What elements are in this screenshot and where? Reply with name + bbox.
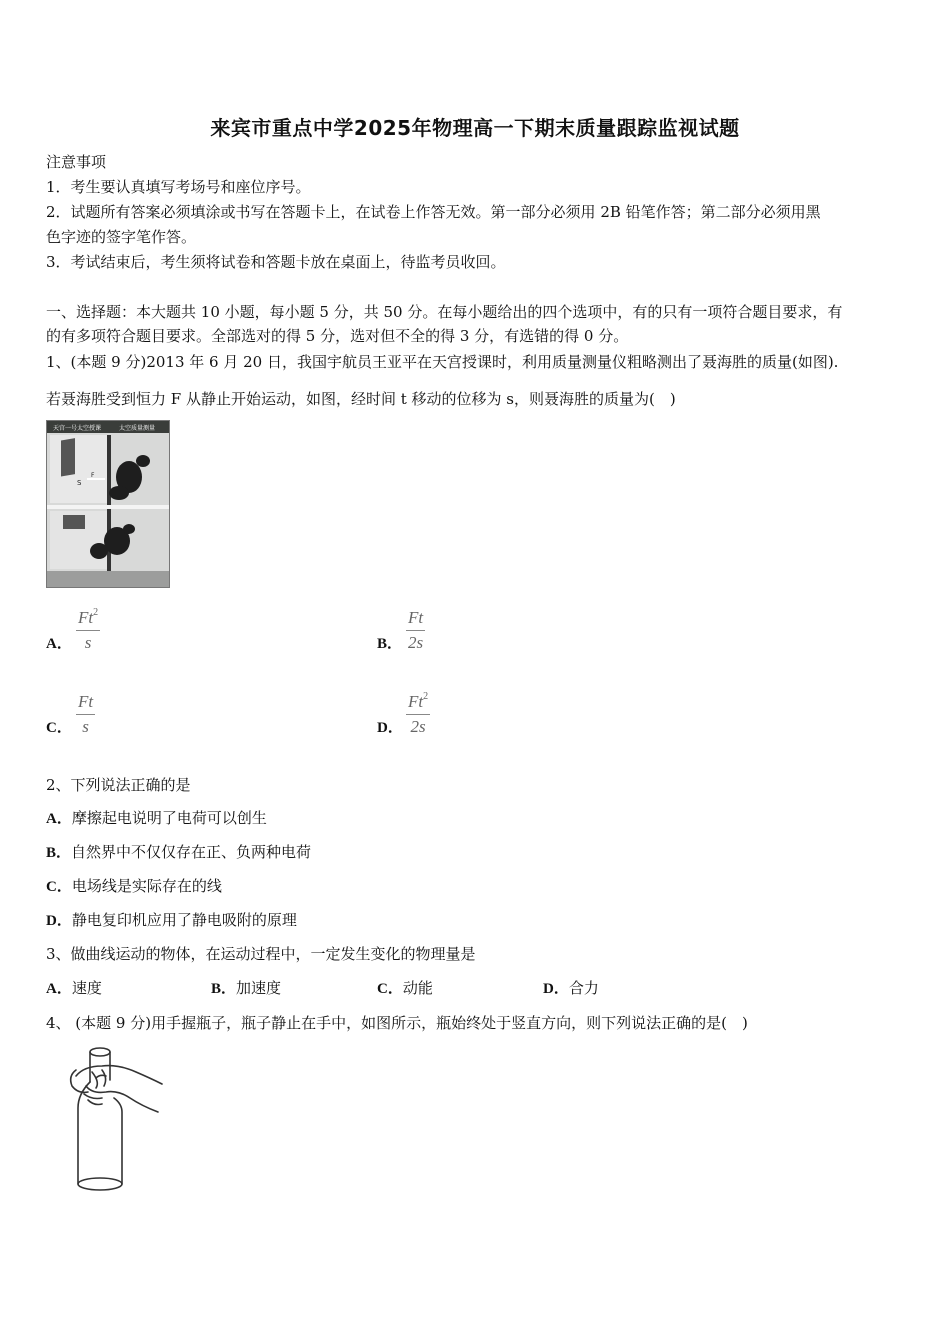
- notice-item: 色字迹的签字笔作答。: [46, 228, 197, 246]
- photo-label-f: F: [91, 472, 95, 479]
- option-c-label: C．: [46, 720, 72, 736]
- section-instructions: 一、选择题：本大题共 10 小题，每小题 5 分，共 50 分。在每小题给出的四个选项中，有的只有一项符合题目要求，有: [46, 303, 843, 321]
- question-1-stem: 若聂海胜受到恒力 F 从静止开始运动，如图，经时间 t 移动的位移为 s，则聂海胜的质量为( ): [46, 390, 676, 408]
- question-3-stem: 3、做曲线运动的物体，在运动过程中，一定发生变化的物理量是: [46, 945, 476, 963]
- space-mass-measurement-photo: [46, 420, 170, 588]
- option-b-formula: $\frac{Ft}{2s}$: [407, 608, 424, 652]
- photo-illustration: [47, 421, 169, 587]
- photo-caption-left: 天宫一号太空授课: [53, 425, 102, 432]
- question-2-stem: 2、下列说法正确的是: [46, 776, 191, 794]
- option-a-formula: $\frac{Ft^2}{s}$: [78, 607, 99, 652]
- option-d-label: D．: [377, 720, 403, 736]
- option-b-label: B．: [377, 636, 403, 652]
- photo-label-s: S: [77, 479, 82, 487]
- section-instructions: 的有多项符合题目要求。全部选对的得 5 分，选对但不全的得 3 分，有选错的得 0 分。: [46, 327, 629, 345]
- option-d-formula: $\frac{Ft^2}{2s}$: [408, 691, 429, 736]
- notice-item: 3．考试结束后，考生须将试卷和答题卡放在桌面上，待监考员收回。: [46, 253, 506, 271]
- question-2-option: C．电场线是实际存在的线: [46, 877, 222, 895]
- question-4-stem: 4、 (本题 9 分)用手握瓶子，瓶子静止在手中，如图所示，瓶始终处于竖直方向，则下列说法正确的是( ): [46, 1014, 748, 1032]
- notice-item: 1．考生要认真填写考场号和座位序号。: [46, 178, 311, 196]
- option-a-label: A．: [46, 636, 72, 652]
- hand-holding-bottle-figure: [62, 1042, 172, 1194]
- option-c-formula: $\frac{Ft}{s}$: [78, 692, 94, 736]
- photo-caption-right: 太空质量测量: [119, 425, 156, 432]
- question-3-option: B．加速度: [211, 979, 282, 997]
- question-3-option: D．合力: [543, 979, 599, 997]
- question-2-option: B．自然界中不仅仅存在正、负两种电荷: [46, 843, 312, 861]
- question-2-option: D．静电复印机应用了静电吸附的原理: [46, 911, 297, 929]
- page-title: 来宾市重点中学2025年物理高一下期末质量跟踪监视试题: [210, 116, 740, 140]
- question-1-stem: 1、(本题 9 分)2013 年 6 月 20 日，我国宇航员王亚平在天宫授课时，利用质量测量仪粗略测出了聂海胜的质量(如图).: [46, 353, 839, 371]
- question-2-option: A．摩擦起电说明了电荷可以创生: [46, 809, 267, 827]
- question-3-option: A．速度: [46, 979, 102, 997]
- notice-item: 2．试题所有答案必须填涂或书写在答题卡上，在试卷上作答无效。第一部分必须用 2B 铅笔作答；第二部分必须用黑: [46, 203, 821, 221]
- notice-heading: 注意事项: [46, 153, 107, 171]
- question-3-option: C．动能: [377, 979, 433, 997]
